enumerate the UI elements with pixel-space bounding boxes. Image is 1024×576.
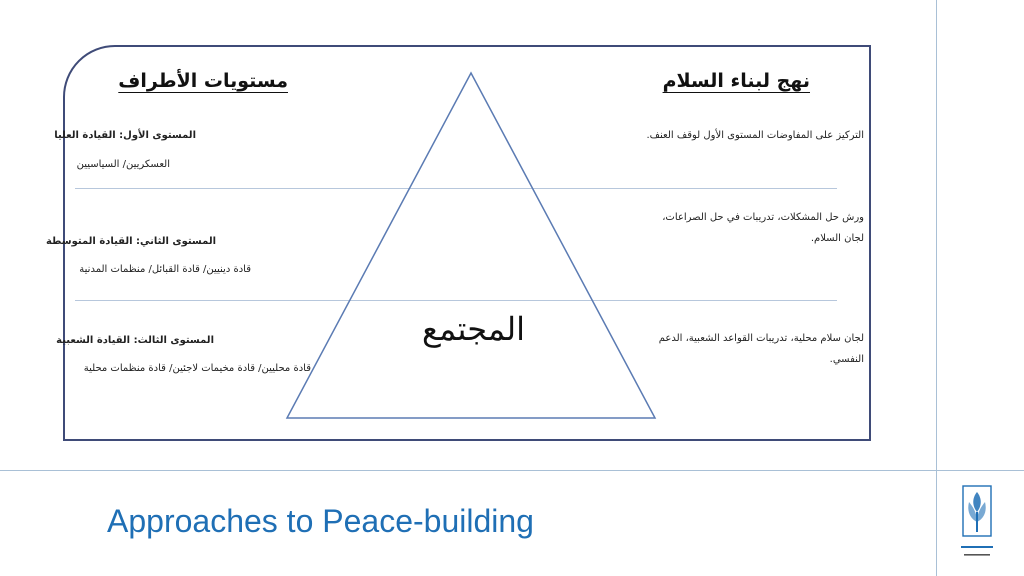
approach-2: ورش حل المشكلات، تدريبات في حل الصراعات، لجان السلام. [662, 212, 864, 244]
slide-title: Approaches to Peace-building [107, 503, 534, 539]
level-1-desc: العسكريين/ السياسيين [76, 159, 170, 170]
level-1-title: المستوى الأول: القيادة العليا [54, 130, 196, 141]
level-2-desc: قادة دينيين/ قادة القبائل/ منظمات المدنية [79, 264, 251, 275]
level-3-title: المستوى الثالث: القيادة الشعبية [56, 335, 214, 346]
approach-3: لجان سلام محلية، تدريبات القواعد الشعبية، الدعم النفسي. [658, 333, 864, 365]
approaches-heading: نهج لبناء السلام [662, 70, 810, 92]
levels-heading: مستويات الأطراف [118, 70, 288, 92]
approach-1: التركيز على المفاوضات المستوى الأول لوقف العنف. [646, 130, 864, 141]
peace-studies-center-logo [957, 484, 997, 568]
level-3-desc: قادة محليين/ قادة مخيمات لاجئين/ قادة منظمات محلية [83, 363, 311, 374]
level-2-title: المستوى الثاني: القيادة المتوسطة [45, 236, 216, 247]
society-label: المجتمع [422, 310, 525, 348]
